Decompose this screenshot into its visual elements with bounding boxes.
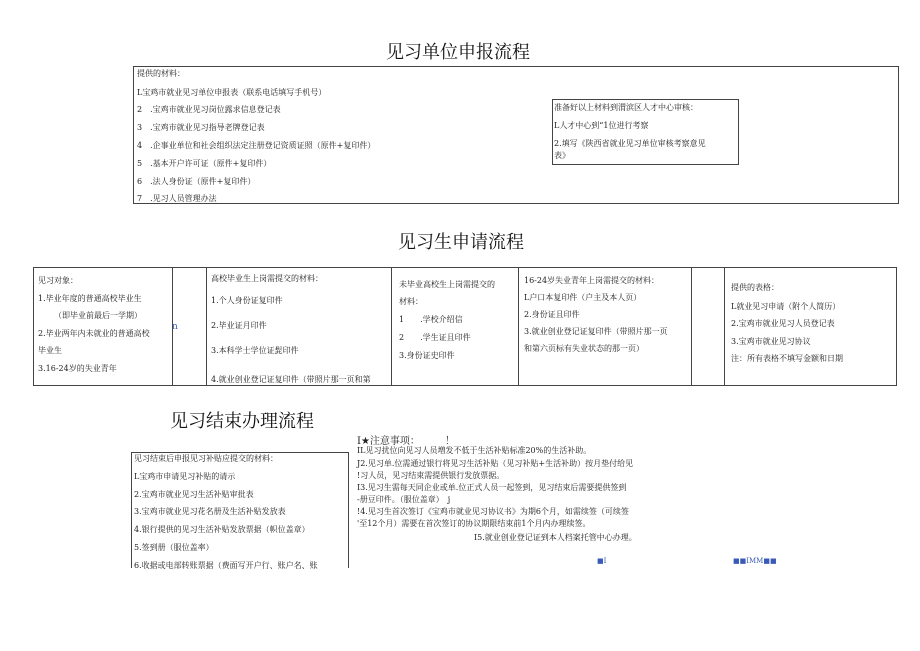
section1-item: 4 .企事业单位和社会组织法定注册登记资质证照（原件+复印件）: [137, 141, 376, 150]
graduate-materials-item: 3.本科学士学位证髭印件: [211, 346, 299, 355]
youth-materials-item: 和第六页标有失业状态的那一页）: [524, 344, 644, 353]
student-materials-item: 1 .学校介绍信: [399, 315, 463, 324]
section1-item: 2 .宝鸡市就业见习岗位露求信息登记表: [137, 105, 281, 114]
trainee-target-item: （即毕业前最后一学期）: [54, 311, 142, 320]
section3-materials-item: L宝鸡市申请见习补贴的请示: [134, 472, 236, 481]
forms-header: 提供的表格：: [731, 283, 779, 292]
section1-review-item: 表》: [554, 151, 570, 160]
graduate-materials-header: 高校毕业生上岗需提交的材料：: [211, 274, 323, 283]
youth-materials-item: 2.身份证且印件: [524, 310, 580, 319]
footer-mark-left: ■I: [597, 557, 607, 565]
section2-table: [33, 267, 897, 386]
section2-title: 见习生申请流程: [398, 232, 524, 253]
note-item: -册豆印件。（服位盖章） j: [357, 495, 451, 504]
section1-materials-box: [133, 66, 899, 204]
note-item: I5.就业创业登记证到本人档案托管中心办理。: [474, 533, 637, 542]
youth-materials-header: 16-24岁失业青年上岗需提交的材料：: [524, 276, 660, 285]
section3-materials-item: 5.签到册（服位盖率）: [134, 543, 214, 552]
trainee-target-item: 3.16-24岁的失业青年: [38, 364, 117, 373]
graduate-materials-item: 1.个人身份证复印件: [211, 296, 283, 305]
trainee-target-item: 1.毕业年度的普通高校毕业生: [38, 294, 142, 303]
note-item: J2.见习单.位需通过银行将见习生活补贴（见习补贴+生活补助）按月垫付给见: [357, 459, 634, 468]
section1-item: 5 .基本开户许可证（原件+复印件）: [137, 159, 272, 168]
section3-title: 见习结束办理流程: [170, 411, 314, 432]
footer-mark-right: ■■IMM■■: [733, 557, 777, 565]
section1-review-header: 准备好以上材料到渭滨区人才中心审核：: [554, 103, 698, 112]
forms-item: 3.宝鸡市就业见习协议: [731, 337, 811, 346]
column-divider: [724, 268, 725, 385]
section3-materials-box: [131, 452, 349, 568]
trainee-target-item: 2.毕业两年内未就业的普通高校: [38, 329, 150, 338]
section1-title: 见习单位申报流程: [386, 42, 530, 63]
graduate-materials-item: 4.就业创业登记证复印件（带照片那一页和第: [211, 375, 371, 384]
note-item: I3.见习生需每天同企业或单.位正式人员一起签到，见习结束后需要提供签到: [357, 483, 627, 492]
section1-review-item: L人才中心到“1位进行考察: [554, 121, 649, 130]
column-divider: [391, 268, 392, 385]
section3-materials-item: 6.收据或电部转账票据（费面写开户行、账户名、账: [134, 561, 318, 570]
notes-title: I★注意事项： ！: [357, 436, 455, 447]
note-item: !4.见习生首次签订《宝鸡市就业见习协议书》为期6个月，如需续签（可续签: [357, 507, 629, 516]
section3-materials-item: 3.宝鸡市就业见习花名册及生活补贴发放表: [134, 507, 286, 516]
student-materials-header: 未毕业高校生上岗需提交的: [399, 280, 495, 289]
section3-materials-item: 2.宝鸡市就业见习生活补贴审批表: [134, 490, 254, 499]
section1-review-item: 2.填写《陕西省就业见习单位审核考察意见: [554, 139, 706, 148]
section1-item: 3 .宝鸡市就业见习指导老牌登记表: [137, 123, 265, 132]
youth-materials-item: L户口本复印件（户主及本人页）: [524, 293, 642, 302]
section1-review-box: [552, 99, 739, 165]
section1-materials-header: 提供的材料：: [137, 69, 185, 78]
student-materials-item: 3.身份证史印件: [399, 351, 455, 360]
graduate-materials-item: 2.毕业证月印件: [211, 321, 267, 330]
trainee-target-item: 毕业生: [38, 346, 62, 355]
note-item: IL见习扰位向见习人员増发不低于生活补贴标准20%的生活补助。: [357, 446, 592, 455]
section3-materials-header: 见习结束后申报见习补贴应提交的材料：: [134, 454, 278, 463]
section3-materials-item: 4.银行提供的见习生活补贴发放票据（帜位盖章）: [134, 525, 310, 534]
trainee-target-header: 见习对象：: [38, 276, 78, 285]
section1-item: L宝鸡市就业见习单位申报表（联系电话填写手机号）: [137, 88, 327, 97]
forms-item: 2.宝鸡市就业见习人员登记表: [731, 319, 835, 328]
section1-item: 6 .法人身份证（原件+复印件）: [137, 177, 256, 186]
student-materials-header: 材料：: [399, 297, 423, 306]
forms-item: L就业见习申请（附个人简历）: [731, 302, 841, 311]
forms-note: 注：所有表格不填写金额和日期: [731, 354, 843, 363]
note-item: !习人员，见习结束需提供银行发放票据。: [357, 471, 505, 480]
column-divider: [691, 268, 692, 385]
note-item: '至12个月）需要在首次签订的协议期限结束前1个月内办理续签。: [357, 519, 591, 528]
column-divider: [518, 268, 519, 385]
column-mark: n: [172, 322, 178, 332]
student-materials-item: 2 .学生证且印件: [399, 333, 471, 342]
column-divider: [206, 268, 207, 385]
section1-item: 7 .见习人员管理办法: [137, 194, 217, 203]
youth-materials-item: 3.就业创业登记证复印件（带照片那一页: [524, 327, 668, 336]
